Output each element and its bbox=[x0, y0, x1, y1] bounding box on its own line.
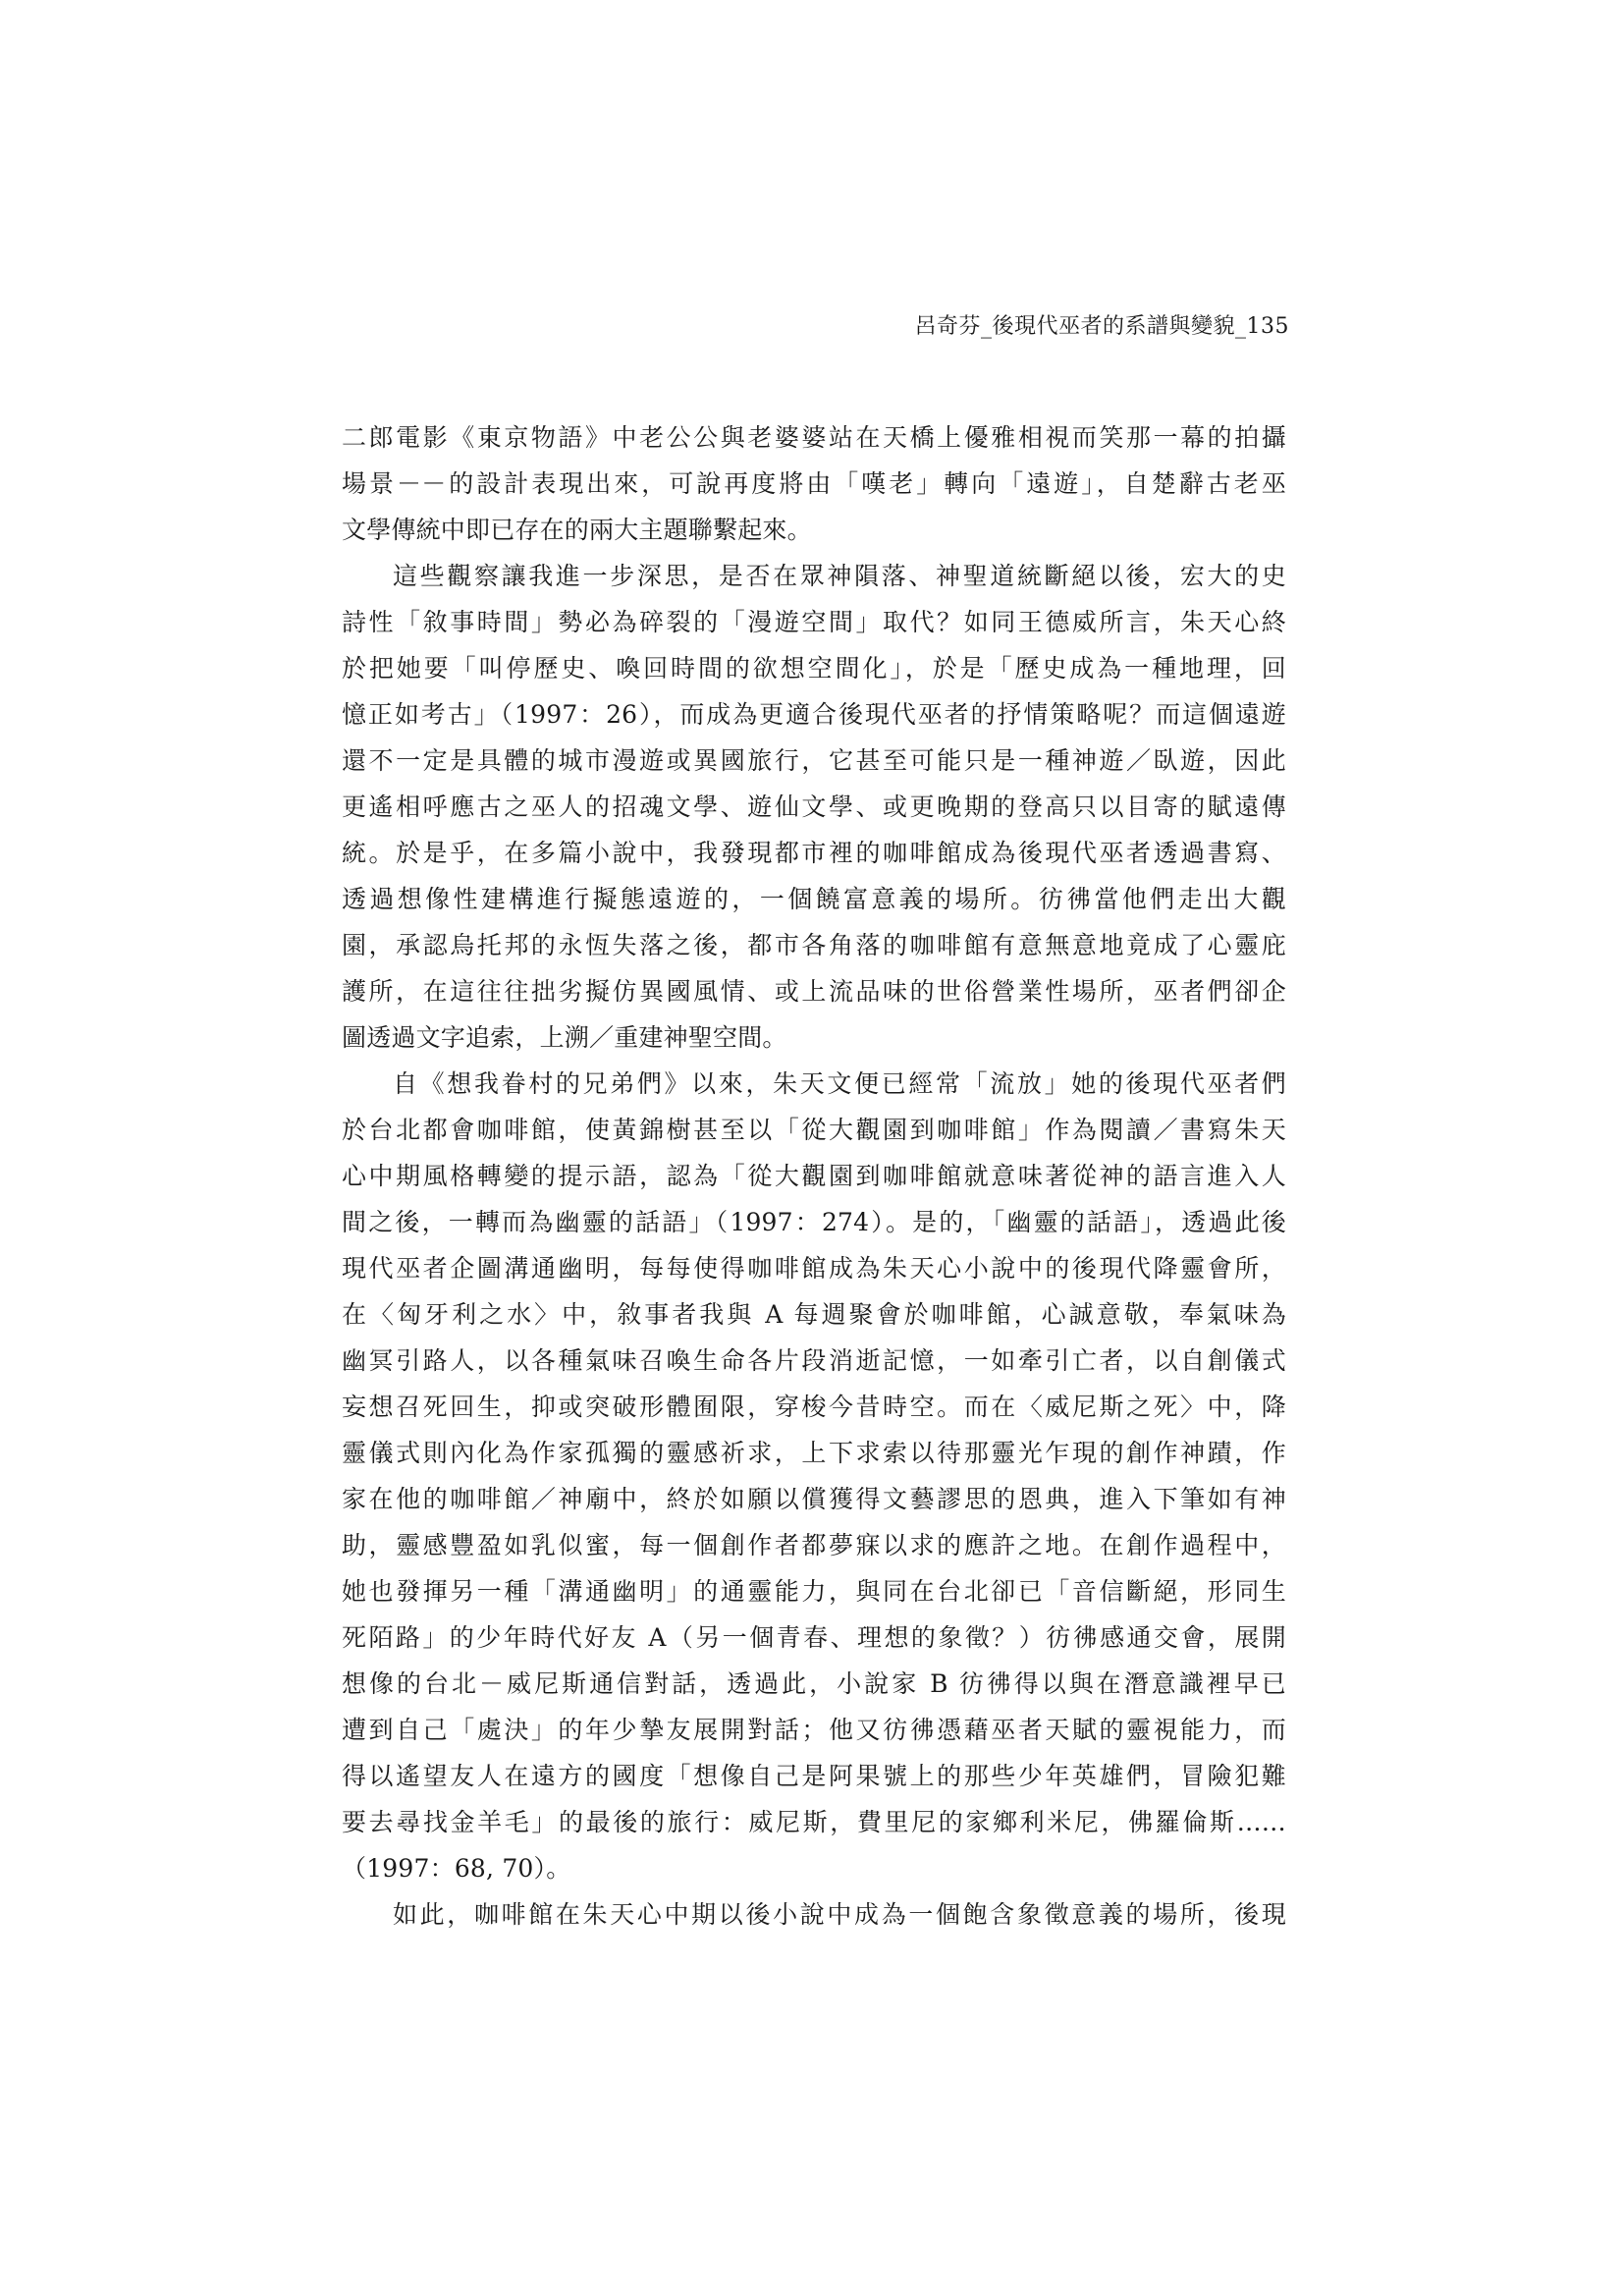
text-line: 妄想召死回生，抑或突破形體囿限，穿梭今昔時空。而在〈威尼斯之死〉中，降 bbox=[342, 1393, 1286, 1421]
text-line: 靈儀式則內化為作家孤獨的靈感祈求，上下求索以待那靈光乍現的創作神蹟，作 bbox=[342, 1439, 1286, 1467]
body-text bbox=[342, 414, 1286, 1938]
text-line: 要去尋找金羊毛」的最後的旅行：威尼斯，費里尼的家鄉利米尼，佛羅倫斯…… bbox=[342, 1808, 1286, 1836]
text-line: 現代巫者企圖溝通幽明，每每使得咖啡館成為朱天心小說中的後現代降靈會所， bbox=[342, 1254, 1286, 1283]
text-line: 如此，咖啡館在朱天心中期以後小說中成為一個飽含象徵意義的場所，後現 bbox=[393, 1900, 1286, 1929]
text-line: 於台北都會咖啡館，使黃錦樹甚至以「從大觀園到咖啡館」作為閱讀／書寫朱天 bbox=[342, 1116, 1286, 1144]
text-line: 家在他的咖啡館／神廟中，終於如願以償獲得文藝謬思的恩典，進入下筆如有神 bbox=[342, 1485, 1286, 1513]
text-line: 護所，在這往往拙劣擬仿異國風情、或上流品味的世俗營業性場所，巫者們卻企 bbox=[342, 977, 1286, 1006]
text-line: 統。於是乎，在多篇小說中，我發現都市裡的咖啡館成為後現代巫者透過書寫、 bbox=[342, 839, 1286, 867]
text-line: 遭到自己「處決」的年少摯友展開對話；他又彷彿憑藉巫者天賦的靈視能力，而 bbox=[342, 1716, 1286, 1744]
text-line: 詩性「敘事時間」勢必為碎裂的「漫遊空間」取代？如同王德威所言，朱天心終 bbox=[342, 608, 1286, 636]
text-line: 幽冥引路人，以各種氣味召喚生命各片段消逝記憶，一如牽引亡者，以自創儀式 bbox=[342, 1346, 1286, 1375]
text-line: 得以遙望友人在遠方的國度「想像自己是阿果號上的那些少年英雄們，冒險犯難 bbox=[342, 1762, 1286, 1790]
text-line: 死陌路」的少年時代好友 A（另一個青春、理想的象徵？）彷彿感通交會，展開 bbox=[342, 1623, 1286, 1652]
text-line: 圖透過文字追索，上溯／重建神聖空間。 bbox=[342, 1023, 787, 1052]
text-line: 場景－－的設計表現出來，可說再度將由「嘆老」轉向「遠遊」，自楚辭古老巫 bbox=[342, 469, 1286, 498]
text-line: 想像的台北－威尼斯通信對話，透過此，小說家 B 彷彿得以與在潛意識裡早已 bbox=[342, 1669, 1286, 1698]
text-line: 這些觀察讓我進一步深思，是否在眾神隕落、神聖道統斷絕以後，宏大的史 bbox=[393, 562, 1286, 590]
text-line: 還不一定是具體的城市漫遊或異國旅行，它甚至可能只是一種神遊／臥遊，因此 bbox=[342, 746, 1286, 775]
text-line: 助，靈感豐盈如乳似蜜，每一個創作者都夢寐以求的應許之地。在創作過程中， bbox=[342, 1531, 1286, 1559]
text-line: 在〈匈牙利之水〉中，敘事者我與 A 每週聚會於咖啡館，心誠意敬，奉氣味為 bbox=[342, 1300, 1286, 1329]
text-line: 二郎電影《東京物語》中老公公與老婆婆站在天橋上優雅相視而笑那一幕的拍攝 bbox=[342, 423, 1286, 452]
text-line: 她也發揮另一種「溝通幽明」的通靈能力，與同在台北卻已「音信斷絕，形同生 bbox=[342, 1577, 1286, 1606]
text-line: 憶正如考古」（1997：26），而成為更適合後現代巫者的抒情策略呢？而這個遠遊 bbox=[342, 700, 1286, 729]
text-line: 於把她要「叫停歷史、喚回時間的欲想空間化」，於是「歷史成為一種地理，回 bbox=[342, 654, 1286, 683]
text-line: 透過想像性建構進行擬態遠遊的，一個饒富意義的場所。彷彿當他們走出大觀 bbox=[342, 885, 1286, 913]
text-line: 文學傳統中即已存在的兩大主題聯繫起來。 bbox=[342, 516, 812, 544]
text-line: 間之後，一轉而為幽靈的話語」（1997：274）。是的，「幽靈的話語」，透過此後 bbox=[342, 1208, 1286, 1236]
text-line: 園，承認烏托邦的永恆失落之後，都市各角落的咖啡館有意無意地竟成了心靈庇 bbox=[342, 931, 1286, 959]
text-line: 自《想我眷村的兄弟們》以來，朱天文便已經常「流放」她的後現代巫者們 bbox=[393, 1069, 1286, 1098]
running-head: 呂奇芬_後現代巫者的系譜與變貌_135 bbox=[914, 314, 1289, 339]
text-line: 更遙相呼應古之巫人的招魂文學、遊仙文學、或更晚期的登高只以目寄的賦遠傳 bbox=[342, 793, 1286, 821]
text-line: 心中期風格轉變的提示語，認為「從大觀園到咖啡館就意味著從神的語言進入人 bbox=[342, 1162, 1286, 1190]
text-line: （1997：68, 70）。 bbox=[342, 1854, 571, 1883]
